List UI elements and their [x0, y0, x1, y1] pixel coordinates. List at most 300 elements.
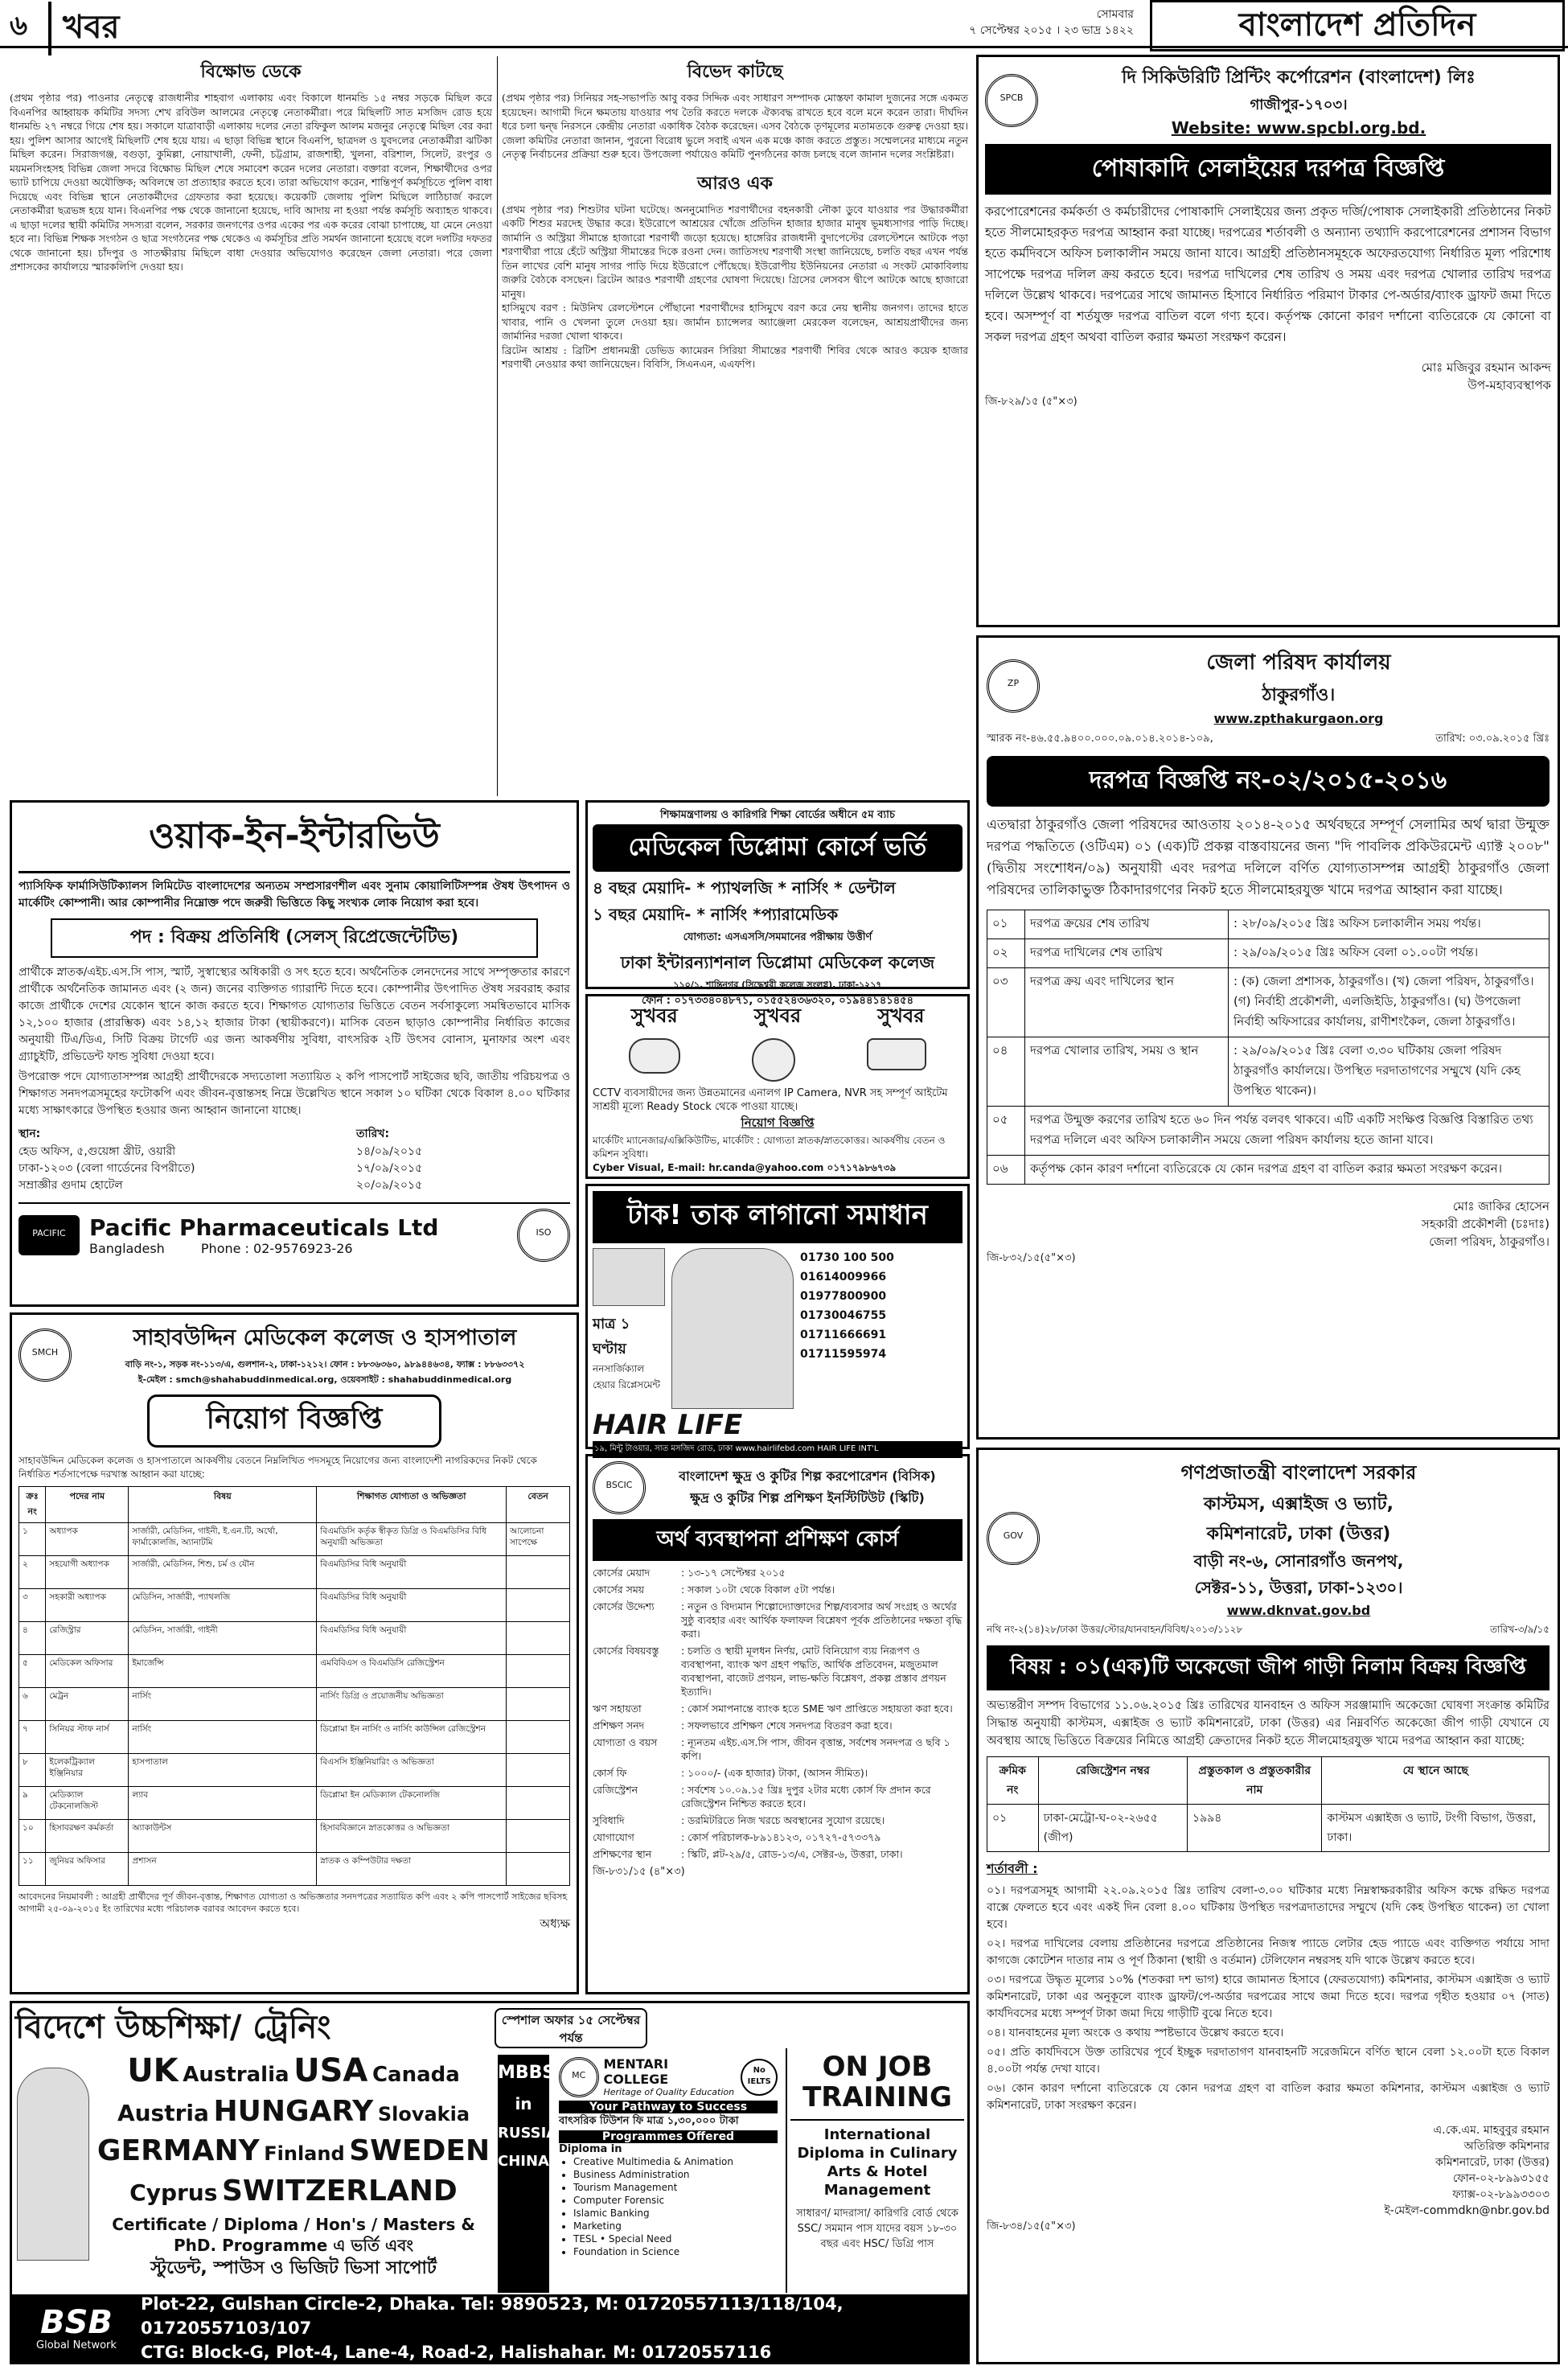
walkin-intro: প্যাসিফিক ফার্মাসিউটিক্যালস লিমিটেড বাংলাদেশের অন্যতম সম্প্রসারণশীল এবং সুনাম কোয়ালিটিসম্পন্ন ঔষধ উৎপাদন ও মার্কেটিং কোম্পানী। আর কোম্পানীর নিম্নোক্ত পদে জরুরী ভিত্তিতে কিছু সংখ্যক লোক নিয়োগ করা হবে।	[18, 880, 570, 910]
customs-gov: গণপ্রজাতন্ত্রী বাংলাদেশ সরকার	[1180, 1461, 1417, 1484]
table-cell: নার্সিং	[129, 1721, 317, 1754]
detail-key: ঋণ সহায়তা	[593, 1702, 642, 1715]
detail-key: রেজিস্ট্রেশন	[593, 1784, 638, 1796]
medical-diploma-ad	[585, 800, 970, 1007]
spcb-signatory: মোঃ মজিবুর রহমান আকন্দ	[1421, 360, 1551, 375]
customs-vehicle-table	[987, 1756, 1550, 1852]
hair-phone: 01711595974	[800, 1348, 887, 1361]
column-header: বেতন	[507, 1487, 570, 1523]
table-cell: নার্সিং	[129, 1688, 317, 1721]
zp-signatory: মোঃ জাকির হোসেন	[1452, 1199, 1550, 1214]
term-item: ০৪। যানবাহনের মূল্য অংকে ও কথায় স্পষ্টভাবে উল্লেখ করতে হবে।	[987, 2027, 1284, 2039]
spcb-location: গাজীপুর-১৭০৩।	[1250, 97, 1348, 113]
country-uk: UK	[127, 2052, 179, 2089]
customs-signatory: এ.কে.এম. মাহবুবুর রহমান	[1433, 2124, 1550, 2137]
table-row	[987, 1805, 1550, 1852]
detail-key: কোর্সের বিষয়বস্তু	[593, 1645, 659, 1657]
table-cell	[507, 1655, 570, 1688]
course-detail-row	[593, 1566, 963, 1579]
shahabuddin-intro: সাহাবউদ্দিন মেডিকেল কলেজ ও হাসপাতালে আকর্ষণীয় বেতনে নিম্নলিখিত পদসমূহে নিয়োগের জন্য বাংলাদেশী নাগরিকদের নিকট থেকে নির্ধারিত শর্তসাপেক্ষে দরখাস্ত আহ্বান করা যাচ্ছে:	[18, 1455, 537, 1480]
medical-phone: ফোন : ০১৭৩৩৪০৪৮৭১, ০১৫৫২৪৩৬৩২০, ০১৯৪৪১৪১৪৫৪	[641, 995, 914, 1007]
table-cell	[507, 1688, 570, 1721]
walkin-venue-list	[18, 1144, 570, 1194]
vehicle-serial: ০১	[987, 1805, 1039, 1852]
bsb-title: বিদেশে উচ্চশিক্ষা/ ট্রেনিং	[15, 2009, 331, 2046]
spcb-website-link[interactable]: Website: www.spcbl.org.bd.	[1171, 118, 1426, 138]
mentari-pathway: Your Pathway to Success	[559, 2101, 778, 2113]
job-diploma: International Diploma in Culinary Arts & Hotel Management	[790, 2119, 964, 2199]
walkin-instructions: উপরোক্ত পদে যোগ্যতাসম্পন্ন আগ্রহী প্রার্থীদেরকে সদ্যতোলা সত্যায়িত ২ কপি পাসপোর্ট সাইজের ছবি, জাতীয় পরিচয়পত্র ও শিক্ষাগত সনদপত্রসমূহের ফটোকপি এবং জীবন-বৃত্তান্তসহ নিম্নে উল্লেখিত স্থানে সকাল ১০ ঘটিকা থেকে বিকাল ৪.০০ ঘটিকার মধ্যে সাক্ষাৎকারে উপস্থিত হওয়ার জন্য আহ্বান জানানো যাচ্ছে।	[18, 1070, 570, 1117]
vehicle-location: কাস্টমস এক্সাইজ ও ভ্যাট, টংগী বিভাগ, উত্তরা, ঢাকা।	[1322, 1805, 1550, 1852]
table-cell: ডিপ্লোমা ইন মেডিক্যাল টেকনোলজি	[317, 1787, 507, 1820]
table-row	[19, 1688, 570, 1721]
table-row	[987, 1156, 1550, 1185]
zp-district: ঠাকুরগাঁও।	[1262, 685, 1336, 705]
news-story-protest	[10, 55, 492, 795]
table-cell: ৩	[19, 1589, 46, 1622]
country-usa: USA	[293, 2052, 368, 2089]
hair-phone: 01977800900	[800, 1290, 887, 1303]
zp-ad-intro: এতদ্বারা ঠাকুরগাঁও জেলা পরিষদের আওতায় ২০১৪-২০১৫ অর্থবছরে সম্পূর্ণ সেলামির অর্থ দ্বারা উন্মুক্ত দরপত্র পদ্ধতিতে (ওটিএম) ০১ (এক)টি প্রকল্প বাস্তবায়নের জন্য "দি পাবলিক প্রকিউরমেন্ট এ্যাক্ট ২০০৮" (দ্বিতীয় সংশোধন/০৯) অনুযায়ী এবং দরপত্র দলিলে বর্ণিত যোগ্যতাসম্পন্ন আগ্রহী ঠাকুরগাঁও জেলা পরিষদের তালিকাভুক্ত ঠিকাদারগণের নিকট হতে সীলমোহরযুক্ত খামে দরপত্র আহ্বান করা যাচ্ছে।	[987, 817, 1550, 898]
bscic-title: অর্থ ব্যবস্থাপনা প্রশিক্ষণ কোর্স	[593, 1519, 963, 1561]
vehicle-year: ১৯৯৪	[1188, 1805, 1322, 1852]
table-cell: মেডিকেল অফিসার	[46, 1655, 129, 1688]
course-detail-row	[593, 1583, 963, 1596]
shahabuddin-title: সাহাবউদ্দিন মেডিকেল কলেজ ও হাসপাতাল	[133, 1325, 517, 1350]
table-cell: অধ্যাপক	[46, 1523, 129, 1556]
course-detail-row	[593, 1830, 963, 1844]
column-header: পদের নাম	[46, 1487, 129, 1523]
zp-memo-date: তারিখ: ০৩.০৯.২০১৫ খ্রিঃ	[1435, 733, 1550, 745]
story-body: (প্রথম পৃষ্ঠার পর) পাওনার নেতৃত্বে রাজধানীর শাহবাগ এলাকায় এবং বিকালে ধানমন্ডি ১৫ নম্বর সড়কে মিছিল করে বিএনপির আহ্বায়ক কমিটির সদস্য শেখ রবিউল আলমের নেতৃত্বে নেতাকর্মীরা। পরে মিছিলটি সাত মসজিদ রোড হয়ে ধানমন্ডি ২৭ নম্বরে গিয়ে শেষ হয়। সকালে যাত্রাবাড়ী এলাকায় দলের নেতা রফিকুল আলম মজনুর নেতৃত্বে মিছিল বের করা হয়। পুলিশ আসার আগেই মিছিলটি শেষ হয়ে যায়। এ ছাড়া বিভিন্ন স্থানে বিএনপি, ছাত্রদল ও যুবদলের নেতাকর্মীরা ঝটিকা মিছিল করেন। সিরাজগঞ্জ, বগুড়া, কুমিল্লা, নোয়াখালী, ফেনী, চট্টগ্রাম, রাজশাহী, খুলনা, বরিশাল, সিলেট, রংপুর ও ময়মনসিংহসহ বিভিন্ন জেলা সদরে বিক্ষোভ মিছিল শেষে সমাবেশ করেন দলের নেতারা। বক্তারা বলেন, শিক্ষার্থীদের ওপর ভ্যাট চাপিয়ে দেওয়া অযৌক্তিক; অবিলম্বে তা প্রত্যাহার করতে হবে। তারা অভিযোগ করেন, শান্তিপূর্ণ কর্মসূচিতে পুলিশ বাধা দিয়েছে এবং বিভিন্ন স্থানে নেতাকর্মীদের গ্রেফতার করা হয়েছে। কয়েকটি জেলায় পুলিশ মিছিলে লাঠিচার্জ করলে নেতাকর্মীরা ছত্রভঙ্গ হয়ে যান। বিএনপির পক্ষ থেকে জানানো হয়েছে, দাবি আদায় না হওয়া পর্যন্ত কর্মসূচি অব্যাহত থাকবে। এ ছাড়া দলের স্থায়ী কমিটির সদস্যরা বলেন, সরকার জনগণের ওপর একের পর এক করের বোঝা চাপাচ্ছে, যা মেনে নেওয়া হবে না। বিভিন্ন শিক্ষক সংগঠন ও ছাত্র সংগঠনের পক্ষ থেকেও এ কর্মসূচির প্রতি সমর্থন জানানো হয়েছে বলে দলটির দফতর থেকে জানানো হয়। চাঁদপুর ও সাতক্ষীরায় মিছিলে বাধা দেওয়ার অভিযোগও করেছেন জেলা নেতারা। পরে জেলা প্রশাসকের কার্যালয়ে স্মারকলিপি দেওয়া হয়।	[10, 92, 492, 273]
medical-top-note: শিক্ষামন্ত্রণালয় ও কারিগরি শিক্ষা বোর্ডের অধীনে ৫ম ব্যাচ	[660, 809, 895, 821]
bsb-address-ctg: CTG: Block-G, Plot-4, Lane-4, Road-2, Halishahar. M: 01720557116	[141, 2343, 772, 2362]
table-row	[19, 1721, 570, 1754]
table-cell	[507, 1589, 570, 1622]
country-hungary: HUNGARY	[213, 2095, 374, 2128]
table-row	[19, 1820, 570, 1853]
course-detail-row	[593, 1719, 963, 1732]
country-austria: Austria	[117, 2100, 209, 2126]
mentari-tag: Heritage of Quality Education	[603, 2087, 735, 2097]
table-cell: মেডিসিন, সার্জারী, গাইনী	[129, 1622, 317, 1655]
table-cell: হাসপাতাল	[129, 1754, 317, 1787]
row-value: : ২৯/০৯/২০১৫ খ্রিঃ বেলা ৩.৩০ ঘটিকায় জেলা পরিষদ ঠাকুরগাঁও কার্যালয়ে। উপস্থিত দরদাতাগণের সম্মুখে (যদি কেহ উপস্থিত থাকেন)।	[1229, 1037, 1550, 1107]
customs-fax: ফ্যাক্স-০২-৮৯৯৩৩০৩	[1452, 2188, 1550, 2201]
col-registration: রেজিস্ট্রেশন নম্বর	[1038, 1757, 1187, 1805]
detail-key: কোর্স ফি	[593, 1767, 627, 1779]
story-title: বিভেদ কাটছে	[687, 61, 783, 82]
mbbs-china: CHINA	[498, 2153, 549, 2170]
row-number: ০৬	[987, 1156, 1025, 1185]
row-label: কর্তৃপক্ষ কোন কারণ দর্শানো ব্যতিরেকে যে কোন দরপত্র গ্রহণ বা বাতিল করার ক্ষমতা সংরক্ষণ করেন।	[1025, 1156, 1550, 1185]
shahabuddin-email: ই-মেইল : smch@shahabuddinmedical.org, ওয়েবসাইট : shahabuddinmedical.org	[138, 1374, 512, 1385]
detail-key: সুবিধাদি	[593, 1814, 625, 1826]
table-cell: আলোচনা সাপেক্ষে	[507, 1523, 570, 1556]
table-cell: স্নাতক ও কম্পিউটার দক্ষতা	[317, 1853, 507, 1886]
table-row	[19, 1556, 570, 1589]
table-row	[987, 968, 1550, 1037]
table-cell: প্রশাসন	[129, 1853, 317, 1886]
table-row	[987, 1037, 1550, 1107]
hair-offer: মাত্র ১ ঘণ্টায়	[593, 1316, 630, 1357]
customs-terms-list	[987, 1883, 1550, 2114]
column-divider	[497, 56, 498, 796]
page-number: ৬	[10, 10, 28, 42]
bscic-logo: BSCIC	[593, 1461, 646, 1514]
table-cell	[507, 1622, 570, 1655]
customs-office: কাস্টমস, এক্সাইজ ও ভ্যাট,	[1204, 1494, 1394, 1514]
venue-date: ১৭/০৯/২০১৫	[356, 1162, 423, 1175]
customs-memo: নথি নং-২(১৪)২৮/ঢাকা উত্তর/স্টোর/যানবাহন/বিবিধ/২০১৩/১১২৮	[987, 1624, 1243, 1635]
walk-in-interview-ad	[10, 800, 579, 1307]
detail-key: প্রশিক্ষণ সনদ	[593, 1719, 645, 1731]
mentari-logo: MC	[559, 2057, 599, 2097]
cctv-jobs: মার্কেটিং ম্যানেজার/এক্সিকিউটিভ, মার্কেটিং : যোগ্যতা স্নাতক/স্নাতকোত্তর। আকর্ষণীয় বেতন ও কমিশন সুবিধা।	[593, 1135, 946, 1160]
detail-value: : নতুন ও বিদ্যমান শিল্পোদ্যোক্তাদের শিল্প/ব্যবসার অর্থ সংগ্রহ ও অর্থের সুষ্ঠু ব্যবহার এবং আর্থিক ফলাফল বিশ্লেষণ পূর্বক প্রতিষ্ঠানের দক্ষতা বৃদ্ধি করা।	[681, 1600, 963, 1640]
bscic-institute: ক্ষুদ্র ও কুটির শিল্প প্রশিক্ষণ ইনস্টিটিউট (স্কিটি)	[690, 1490, 925, 1505]
bsb-education-ad	[10, 2001, 970, 2364]
detail-key: কোর্সের মেয়াদ	[593, 1567, 651, 1579]
term-item: ০২। দরপত্র দাখিলের বেলায় প্রতিষ্ঠানের দরপত্রে প্রতিষ্ঠানের নিজস্ব প্যাডে লেটার হেড প্যাডে এবং ব্যক্তিগত পর্যায়ে সাদা কাগজে কোটেশন দাতার নাম ও পূর্ণ ঠিকানা (স্থায়ী ও বর্তমান) টেলিফোন নম্বরসহ যদি থাকে উল্লেখ করতে হবে।	[987, 1937, 1550, 1967]
bsb-brand: BSB	[40, 2303, 113, 2341]
ad-reference: জি-৮৩১/১৫ (৪"×৩)	[593, 1866, 685, 1878]
day-label: সোমবার	[1096, 8, 1134, 21]
customs-website-link[interactable]: www.dknvat.gov.bd	[1226, 1603, 1371, 1618]
dome-camera-icon	[752, 1038, 795, 1082]
customs-terms-heading: শর্তাবলী :	[987, 1861, 1038, 1876]
hair-phone: 01711666691	[800, 1329, 887, 1341]
detail-key: কোর্সের উদ্দেশ্য	[593, 1600, 655, 1612]
medical-college-name: ঢাকা ইন্টারন্যাশনাল ডিপ্লোমা মেডিকেল কলেজ	[620, 953, 935, 972]
detail-value: : কোর্স পরিচালক-৮৯১৪১২৩, ০১৭২৭-৫৭৩৩৭৯	[681, 1831, 881, 1843]
row-number: ০২	[987, 939, 1025, 968]
table-cell: ইলেকট্রিক্যাল ইঞ্জিনিয়ার	[46, 1754, 129, 1787]
table-row	[987, 910, 1550, 939]
zp-memo-number: স্মারক নং-৪৬.৫৫.৯৪০০.০০০.০৯.০১৪.২০১৪-১০৯,	[987, 733, 1213, 745]
table-cell	[507, 1820, 570, 1853]
row-value: : ২৯/০৯/২০১৫ খ্রিঃ অফিস বেলা ০১.০০টা পর্যন্ত।	[1229, 939, 1550, 968]
zp-website-link[interactable]: www.zpthakurgaon.org	[1213, 711, 1384, 726]
walkin-body: প্রার্থীকে স্নাতক/এইচ.এস.সি পাস, স্মার্ট, সুস্বাস্থ্যের অধিকারী ও সৎ হতে হবে। অর্থনৈতিক লেনদেনের সাথে সম্পৃক্ততার কারণে প্রার্থীকে অর্থনৈতিক জামানত এবং (২ জন) জনের ব্যক্তিগত গ্যারান্টি দিতে হবে। কোম্পানীর উৎপাদিত ঔষধ সরবরাহ করার কাজে প্রার্থীকে দেশের যেকোন স্থানে কাজ করতে হবে। শিক্ষাগত যোগ্যতার ভিত্তিতে বেতন সর্বসাকুল্যে সমন্বিতভাবে মাসিক ১২,১০০ হাজার (প্রারম্ভিক) এবং ১৪,১২ হাজার টাকা (স্থায়ীকরণে)। মাসিক বেতন ছাড়াও কোম্পানীর নির্ধারিত কাজের অনুযায়ী টিএ/ডিএ, সিটি বিক্রয় টার্গেট এর জন্য আকর্ষণীয় সুবিধা, বাৎসরিক ২টি উৎসব বোনাস, মুনাফার অংশ এবং গ্র্যাচুইটি, প্রভিডেন্ট ফান্ড সুবিধা দেওয়া হবে।	[18, 966, 570, 1063]
mbbs-in: in	[515, 2094, 532, 2113]
country-cyprus: Cyprus	[129, 2179, 218, 2206]
story-title: বিক্ষোভ ডেকে	[200, 61, 302, 82]
venue-row	[18, 1144, 570, 1160]
table-cell: মেডিসিন, সার্জারী, প্যাথলজি	[129, 1589, 317, 1622]
bullet-camera-icon	[867, 1038, 926, 1070]
customs-phone: ফোন-০২-৮৯৯৩১৫৫	[1452, 2172, 1550, 2185]
diploma-item: • Marketing	[573, 2220, 778, 2232]
table-cell: বিএসসি ইঞ্জিনিয়ারিং ও অভিজ্ঞতা	[317, 1754, 507, 1787]
table-cell: সিনিয়র স্টাফ নার্স	[46, 1721, 129, 1754]
country-germany: GERMANY	[96, 2134, 260, 2167]
customs-memo-date: তারিখ-৩/৯/১৫	[1490, 1624, 1550, 1635]
shahabuddin-sign: অধ্যক্ষ	[540, 1916, 570, 1931]
spcb-tender-ad	[976, 55, 1560, 627]
table-cell	[507, 1754, 570, 1787]
zp-office-name: জেলা পরিষদ কার্যালয়	[1206, 651, 1391, 675]
customs-title: বিষয় : ০১(এক)টি অকেজো জীপ গাড়ী নিলাম বিক্রয় বিজ্ঞপ্তি	[987, 1645, 1550, 1690]
walkin-date-heading: তারিখ:	[356, 1127, 390, 1140]
diploma-item: • TESL • Special Need	[573, 2232, 778, 2245]
table-cell: ৭	[19, 1721, 46, 1754]
course-detail-row	[593, 1813, 963, 1827]
table-cell: ৪	[19, 1622, 46, 1655]
table-row	[19, 1853, 570, 1886]
spcb-ad-body: করপোরেশনের কর্মকর্তা ও কর্মচারীদের পোষাকাদি সেলাইয়ের জন্য প্রকৃত দর্জি/পোষাক সেলাইকারী প্রতিষ্ঠানের নিকট হতে সীলমোহরকৃত দরপত্র আহ্বান করা যাচ্ছে। দরপত্রের শর্তাবলী ও অন্যান্য তথ্যাদি করপোরেশনের প্রশাসন বিভাগ হতে কর্মদিবসে অফিস চলাকালীন সময়ে জানা যাবে। আগ্রহী প্রতিষ্ঠানসমূহকে অফেরতযোগ্য নির্ধারিত মূল্য পরিশোধ সাপেক্ষে দরপত্র দলিল ক্রয় করতে হবে। দরপত্র দাখিলের শেষ তারিখ ও সময় এবং দরপত্র খোলার তারিখ দরপত্র দলিলে উল্লেখ থাকবে। দরপত্রের সাথে জামানত হিসাবে নির্ধারিত পরিমাণ টাকার পে-অর্ডার/ব্যাংক ড্রাফট জমা দিতে হবে। অসম্পূর্ণ বা শর্তযুক্ত দরপত্র বাতিল বলে গণ্য হবে। কর্তৃপক্ষ কোনো কারণ দর্শানো ব্যতিরেকে যে কোনো বা সকল দরপত্র গ্রহণ অথবা বাতিল করার ক্ষমতা সংরক্ষণ করেন।	[985, 204, 1551, 344]
iso-badge-icon: ISO	[517, 1209, 570, 1262]
diploma-item: • Computer Forensic	[573, 2194, 778, 2207]
country-slovakia: Slovakia	[377, 2103, 470, 2126]
table-cell: মেট্রন	[46, 1688, 129, 1721]
customs-signatory-office: কমিশনারেট, ঢাকা (উত্তর)	[1435, 2156, 1550, 2169]
row-number: ০১	[987, 910, 1025, 939]
no-ielts-badge: No IELTS	[741, 2059, 778, 2096]
detail-value: : সফলভাবে প্রশিক্ষণ শেষে সনদপত্র বিতরণ করা হবে।	[681, 1719, 893, 1731]
hair-phone: 01730 100 500	[800, 1251, 894, 1264]
spcb-signatory-title: উপ-মহাব্যবস্থাপক	[1467, 378, 1551, 392]
table-cell: জুনিয়র অফিসার	[46, 1853, 129, 1886]
walkin-venue-heading: স্থান:	[18, 1127, 41, 1140]
story-title-more: আরও এক	[697, 172, 773, 194]
table-cell: বিএমডিসির বিধি অনুযায়ী	[317, 1589, 507, 1622]
bsb-visa: স্টুডেন্ট, স্পাউস ও ভিজিট ভিসা সাপোর্ট	[150, 2258, 437, 2278]
hair-sub: ননসার্জিক্যাল হেয়ার রিপ্লেসমেন্ট	[593, 1363, 661, 1390]
table-row	[19, 1787, 570, 1820]
table-cell: ডিপ্লোমা ইন নার্সিং ও নার্সিং কাউন্সিল রেজিস্ট্রেশন	[317, 1721, 507, 1754]
shahabuddin-recruitment-ad	[10, 1312, 579, 1994]
diploma-item: • Foundation in Science	[573, 2245, 778, 2258]
zp-ad-title: দরপত্র বিজ্ঞপ্তি নং-০২/২০১৫-২০১৬	[987, 756, 1550, 807]
zp-signatory-title: সহকারী প্রকৌশলী (চঃদাঃ)	[1421, 1217, 1550, 1231]
table-cell: মেডিক্যাল টেকনোলজিস্ট	[46, 1787, 129, 1820]
course-detail-row	[593, 1766, 963, 1780]
hair-life-ad	[585, 1184, 970, 1453]
zilla-parishad-tender-ad	[976, 635, 1560, 1440]
medical-four-year: ৪ বছর মেয়াদি- * প্যাথলজি * নার্সিং * ডেন্টাল	[593, 878, 896, 897]
on-job-training-panel	[786, 2048, 967, 2293]
country-finland: Finland	[264, 2142, 345, 2165]
diploma-item: • Islamic Banking	[573, 2207, 778, 2220]
bscic-course-details	[593, 1566, 963, 1861]
table-cell: হিসাববিজ্ঞানে স্নাতকোত্তর ও অভিজ্ঞতা	[317, 1820, 507, 1853]
shahabuddin-terms: আবেদনের নিয়মাবলী : আগ্রহী প্রার্থীদের পূর্ণ জীবন-বৃত্তান্ত, শিক্ষাগত যোগ্যতা ও অভিজ্ঞতার সনদপত্রের সত্যায়িত কপি এবং ২ কপি পাসপোর্ট সাইজের ছবিসহ আগামী ২৫-০৯-২০১৫ ইং তারিখের মধ্যে পরিচালক বরাবর আবেদন করতে হবে।	[18, 1891, 568, 1914]
venue-place: হেড অফিস, ৫,গুয়েঙ্গা খ্রীট, ওয়ারী	[18, 1145, 176, 1158]
cctv-contact: Cyber Visual, E-mail: hr.canda@yahoo.com ০১৭১৭৯৮৬৭৩৯	[593, 1162, 897, 1173]
section-title: খবর	[48, 2, 120, 55]
dateline	[925, 6, 1134, 39]
col-serial: ক্রমিক নং	[987, 1757, 1039, 1805]
medical-address: ১১০/১, শান্তিনগর (সিদ্ধেশ্বরী কলেজ সংলগ্ন), ঢাকা-১২১৭	[673, 980, 882, 990]
table-cell: ২	[19, 1556, 46, 1589]
detail-key: যোগাযোগ	[593, 1831, 634, 1843]
row-label: দরপত্র ক্রয়ের শেষ তারিখ	[1025, 910, 1229, 939]
row-value: : ২৮/০৯/২০১৫ খ্রিঃ অফিস চলাকালীন সময় পর্যন্ত।	[1229, 910, 1550, 939]
customs-intro: অভ্যন্তরীণ সম্পদ বিভাগের ১১.০৬.২০১৫ খ্রিঃ তারিখের যানবাহন ও অফিস সরঞ্জামাদি অকেজো ঘোষণা সংক্রান্ত কমিটির সিদ্ধান্ত অনুযায়ী কাস্টমস, এক্সাইজ ও ভ্যাট কমিশনারেট, ঢাকা (উত্তর) এর নিম্নবর্ণিত অকেজো জীপ গাড়ী যেখানে যে অবস্থায় আছে ভিত্তিতে বিক্রয়ের নিমিত্তে আগ্রহী ক্রেতাদের নিকট হতে সীলমোহরযুক্ত খামে দরপত্র আহ্বান করা যাচ্ছে:	[987, 1699, 1550, 1748]
ad-reference: জি-৮৩২/১৫(৫"×৩)	[987, 1252, 1076, 1264]
detail-value: : সর্বশেষ ১০.০৯.১৫ খ্রিঃ দুপুর ২টার মধ্যে কোর্স ফি প্রদান করে রেজিস্ট্রেশন নিশ্চিত করতে হবে।	[681, 1784, 931, 1809]
row-number: ০৩	[987, 968, 1025, 1037]
company-country: Bangladesh	[89, 1241, 165, 1256]
model-photo	[671, 1248, 794, 1409]
country-sweden: SWEDEN	[349, 2134, 491, 2167]
cctv-text: CCTV ব্যবসায়ীদের জন্য উন্নতমানের এনালগ IP Camera, NVR সহ সম্পূর্ণ আইটেম সাশ্রয়ী মূল্যে Ready Stock থেকে পাওয়া যাচ্ছে।	[593, 1087, 948, 1113]
zilla-parishad-logo: ZP	[987, 659, 1040, 713]
term-item: ০৬। কোন কারণ দর্শানো ব্যতিরেকে যে কোন দরপত্র গ্রহণ বা বাতিল করার ক্ষমতা কমিশনার, কাস্টমস এক্সাইজ ও ভ্যাট কমিশনারেট, ঢাকা সংরক্ষণ করেন।	[987, 2082, 1550, 2112]
table-cell	[507, 1556, 570, 1589]
newspaper-name: বাংলাদেশ প্রতিদিন	[1150, 0, 1565, 51]
mbbs-label: MBBS	[498, 2063, 556, 2083]
mbbs-panel	[498, 2055, 558, 2293]
customs-signatory-title: অতিরিক্ত কমিশনার	[1463, 2140, 1550, 2153]
table-cell: ৮	[19, 1754, 46, 1787]
row-value: : (ক) জেলা প্রশাসক, ঠাকুরগাঁও। (খ) জেলা পরিষদ, ঠাকুরগাঁও। (গ) নির্বাহী প্রকৌশলী, এলজিইডি, ঠাকুরগাঁও। (ঘ) উপজেলা নির্বাহী অফিসারের কার্যালয়, রাণীশংকৈল, জেলা ঠাকুরগাঁও।	[1229, 968, 1550, 1037]
detail-value: : সকাল ১০টা থেকে বিকাল ৫টা পর্যন্ত।	[681, 1583, 835, 1596]
table-cell: ১০	[19, 1820, 46, 1853]
table-cell: বিএমডিসি কর্তৃক স্বীকৃত ডিগ্রি ও বিএমডিসির বিধি অনুযায়ী অভিজ্ঞতা	[317, 1523, 507, 1556]
job-title: ON JOB TRAINING	[802, 2051, 952, 2113]
customs-email: ই-মেইল-commdkn@nbr.gov.bd	[1384, 2204, 1550, 2217]
bsb-address-dhaka: Plot-22, Gulshan Circle-2, Dhaka. Tel: 9890523, M: 01720557113/118/104, 01720557103/107	[141, 2294, 844, 2338]
mbbs-russia: RUSSIA	[498, 2125, 558, 2142]
pacific-logo: PACIFIC	[18, 1215, 80, 1255]
hair-footer: ১৯, মিন্টু টাওয়ার, সাত মসজিদ রোড, ঢাকা www.hairlifebd.com HAIR LIFE INT'L	[593, 1441, 963, 1458]
table-cell: সার্জারী, মেডিসিন, শিশু, চর্ম ও যৌন	[129, 1556, 317, 1589]
ad-reference: জি-৮৩৪/১৫(৫"×৩)	[987, 2220, 1076, 2232]
table-cell: বিএমডিসির বিধি অনুযায়ী	[317, 1556, 507, 1589]
venue-place: ঢাকা-১২০৩ (বেলা গার্ডেনের বিপরীতে)	[18, 1162, 195, 1175]
ad-reference: জি-৮২৯/১৫ (৫"×৩)	[985, 396, 1077, 408]
country-switzerland: SWITZERLAND	[222, 2175, 458, 2208]
date-label: ৭ সেপ্টেম্বর ২০১৫ । ২৩ ভাদ্র ১৪২২	[969, 24, 1134, 37]
shahabuddin-post-table	[18, 1486, 570, 1886]
bsb-footer	[12, 2294, 967, 2362]
row-number: ০৪	[987, 1037, 1025, 1107]
diploma-item: • Creative Multimedia & Animation	[573, 2155, 778, 2168]
medical-qualification: যোগ্যতা: এসএসসি/সমমানের পরীক্ষায় উত্তীর্ণ	[683, 931, 872, 943]
zp-tender-table	[987, 910, 1550, 1185]
table-cell: ইমার্জেন্সি	[129, 1655, 317, 1688]
detail-value: : চলতি ও স্থায়ী মূলধন নির্ণয়, মোট বিনিয়োগ ব্যয় নিরূপণ ও ব্যবস্থাপনা, ব্যাংক ঋণ গ্রহণ পদ্ধতি, আর্থিক প্রতিবেদন, মজুতমাল ব্যবস্থাপনা, বাজেট প্রণয়ন, লাভ-ক্ষতি বিশ্লেষণ, প্রকল্প প্রস্তাব প্রণয়ন ইত্যাদি।	[681, 1645, 946, 1698]
customs-address-1: বাড়ী নং-৬, সোনারগাঁও জনপথ,	[1193, 1551, 1404, 1571]
cctv-head-2: সুখবর	[753, 1004, 802, 1027]
course-detail-row	[593, 1702, 963, 1715]
venue-place: সম্রাজ্ঞীর গুদাম হোটেল	[18, 1179, 123, 1192]
cctv-head-1: সুখবর	[630, 1004, 678, 1027]
course-detail-row	[593, 1600, 963, 1641]
table-row	[987, 939, 1550, 968]
spcb-logo: SPCB	[985, 74, 1038, 127]
col-location: যে স্থানে আছে	[1322, 1757, 1550, 1805]
story-body: (প্রথম পৃষ্ঠার পর) সিনিয়র সহ-সভাপতি আবু বকর সিদ্দিক এবং সাধারণ সম্পাদক মোস্তফা কামাল দুজনের সঙ্গে একমত হয়েছেন। আগামী দিনে ক্ষমতায় যাওয়ার পথ তৈরি করতে দলকে ঐক্যবদ্ধ রাখতে হবে বলে মনে করেন তারা। দীর্ঘদিন ধরে চলা দ্বন্দ্ব নিরসনে কেন্দ্রীয় নেতারা একাধিক বৈঠক করেছেন। এসব বৈঠকে তৃণমূলের মতামতকে গুরুত্ব দেওয়া হয়। জেলা কমিটির নেতারা জানান, পুরনো বিরোধ ভুলে সবাই এখন এক মঞ্চে কাজ করতে প্রস্তুত। সম্মেলনের মাধ্যমে নতুন নেতৃত্ব নির্বাচনের প্রক্রিয়া শুরু হবে। উপজেলা পর্যায়েও কমিটি পুনর্গঠনের কাজ চলছে বলে জানান দলের সংশ্লিষ্টরা।	[502, 92, 968, 160]
table-cell: সহযোগী অধ্যাপক	[46, 1556, 129, 1589]
story-body-more: (প্রথম পৃষ্ঠার পর) শিশুটার ঘটনা ঘটেছে। অননুমোদিত শরণার্থীদের বহনকারী নৌকা ডুবে যাওয়ার পর উদ্ধারকর্মীরা একটি শিশুর মরদেহ উদ্ধার করে। ইউরোপে আশ্রয়ের খোঁজে প্রতিদিন হাজার হাজার মানুষ ভূমধ্যসাগর পাড়ি দিচ্ছে। জার্মানি ও অস্ট্রিয়া সীমান্তে হাজারো শরণার্থী জড়ো হয়েছে। হাঙ্গেরির রাজধানী বুদাপেস্টের রেলস্টেশনে আটকে পড়া শরণার্থীরা পায়ে হেঁটে অস্ট্রিয়া সীমান্তের দিকে রওনা দেন। জাতিসংঘ শরণার্থী সংস্থা জানিয়েছে, চলতি বছর এখন পর্যন্ত তিন লাখের বেশি মানুষ সাগর পাড়ি দিয়ে ইউরোপে পৌঁছেছে। ইউরোপীয় ইউনিয়নের নেতারা এ সংকট মোকাবিলায় জরুরি বৈঠকে বসছেন। ব্রিটেন আরও শরণার্থী গ্রহণের ঘোষণা দিয়েছে। গ্রিসের লেসবস দ্বীপে আটকে আছে হাজারো মানুষ। হাসিমুখে বরণ : মিউনিখ রেলস্টেশনে পৌঁছানো শরণার্থীদের হাসিমুখে বরণ করে নেয় স্থানীয় জনগণ। তাদের হাতে খাবার, পানি ও খেলনা তুলে দেওয়া হয়। জার্মান চ্যান্সেলর অ্যাঞ্জেলা মেরকেল বলেছেন, আশ্রয়প্রার্থীদের জন্য জার্মানির দরজা খোলা থাকবে। ব্রিটেন আশ্রয় : ব্রিটিশ প্রধানমন্ত্রী ডেভিড ক্যামেরন সিরিয়া সীমান্তের শরণার্থী শিবির থেকে আরও কয়েক হাজার শরণার্থী নেওয়ার কথা জানিয়েছেন। বিবিসি, সিএনএন, এএফপি।	[502, 203, 968, 370]
bscic-org: বাংলাদেশ ক্ষুদ্র ও কুটির শিল্প করপোরেশন (বিসিক)	[679, 1468, 936, 1484]
table-cell	[507, 1787, 570, 1820]
customs-auction-ad	[976, 1448, 1560, 2364]
table-cell	[507, 1853, 570, 1886]
row-label: দরপত্র খোলার তারিখ, সময় ও স্থান	[1025, 1037, 1229, 1107]
table-header-row	[19, 1487, 570, 1523]
news-story-division	[502, 55, 968, 795]
hair-phone-list	[800, 1248, 963, 1409]
spcb-ad-title: পোষাকাদি সেলাইয়ের দরপত্র বিজ্ঞপ্তি	[985, 144, 1551, 195]
page-header	[0, 0, 1568, 48]
vehicle-registration: ঢাকা-মেট্রো-ঘ-০২-২৬৫৫ (জীপ)	[1038, 1805, 1187, 1852]
table-row	[19, 1622, 570, 1655]
bsb-programmes-suffix: এ ভর্তি এবং	[333, 2236, 413, 2255]
table-cell: অ্যাকাউন্টস	[129, 1820, 317, 1853]
detail-value: : ১০০০/- (এক হাজার) টাকা, (আসন সীমিত)।	[681, 1767, 868, 1779]
course-detail-row	[593, 1847, 963, 1861]
detail-key: যোগ্যতা ও বয়স	[593, 1736, 658, 1748]
detail-value: : ১৩-১৭ সেপ্টেম্বর ২০১৫	[681, 1567, 786, 1579]
venue-date: ২০/০৯/২০১৫	[356, 1179, 423, 1192]
table-cell: সহকারী অধ্যাপক	[46, 1589, 129, 1622]
customs-commission: কমিশনারেট, ঢাকা (উত্তর)	[1206, 1524, 1391, 1544]
table-cell: ১	[19, 1523, 46, 1556]
mentari-programmes-head: Programmes Offered	[559, 2130, 778, 2143]
table-cell	[507, 1721, 570, 1754]
venue-row	[18, 1177, 570, 1194]
medical-one-year: ১ বছর মেয়াদি- * নার্সিং *প্যারামেডিক	[593, 905, 839, 924]
table-cell: সার্জারী, মেডিসিন, গাইনী, ই.এন.টি, অর্থো, ফার্মাকোলজি, অ্যানাটমি	[129, 1523, 317, 1556]
government-emblem-icon: GOV	[987, 1512, 1040, 1565]
medical-title: মেডিকেল ডিপ্লোমা কোর্সে ভর্তি	[593, 824, 963, 872]
hair-title: টাক! তাক লাগানো সমাধান	[593, 1191, 963, 1243]
term-item: ০৫। প্রতি কার্যদিবসে উক্ত তারিখের পূর্বে ইচ্ছুক দরদাতাগণ যানবাহনটি সরেজমিনে বর্ণিত স্থানে বেলা ১২.০০টা হতে বিকাল ৪.০০টা পর্যন্ত দেখা যাবে।	[987, 2046, 1550, 2076]
column-header: শিক্ষাগত যোগ্যতা ও অভিজ্ঞতা	[317, 1487, 507, 1523]
shahabuddin-address: বাড়ি নং-১, সড়ক নং-১১৩/এ, গুলশান-২, ঢাকা-১২১২। ফোন : ৮৮৩৬৩৬০, ৯৮৯৪৪৬৩৪, ফ্যাক্স : ৮৮৬৩৩৭২	[125, 1359, 525, 1370]
walkin-title: ওয়াক-ইন-ইন্টারভিউ	[18, 809, 570, 873]
course-detail-row	[593, 1644, 963, 1698]
table-row	[19, 1754, 570, 1787]
column-header: বিষয়	[129, 1487, 317, 1523]
table-cell: ৬	[19, 1688, 46, 1721]
table-cell: ৯	[19, 1787, 46, 1820]
spcb-org-name: দি সিকিউরিটি প্রিন্টিং কর্পোরেশন (বাংলাদেশ) লিঃ	[1122, 68, 1476, 88]
walkin-post: পদ : বিক্রয় প্রতিনিধি (সেলস্ রিপ্রেজেন্টেটিভ)	[51, 918, 538, 958]
detail-key: কোর্সের সময়	[593, 1583, 645, 1596]
country-australia: Australia	[183, 2063, 289, 2087]
country-canada: Canada	[371, 2063, 460, 2087]
table-cell: নার্সিং ডিগ্রি ও প্রয়োজনীয় অভিজ্ঞতা	[317, 1688, 507, 1721]
term-item: ০৩। দরপত্রে উদ্ধৃত মূল্যের ১০% (শতকরা দশ ভাগ) হারে জামানত হিসাবে (ফেরতযোগ্য) কমিশনার, কাস্টমস এক্সাইজ ও ভ্যাট কমিশনারেট, ঢাকা এর অনুকূলে ব্যাংক ড্রাফট/পে-অর্ডার দরপত্রের সাথে জমা দিতে হবে। দরপত্র গৃহীত হওয়ার ০৭ (সাত) কার্যদিবসের মধ্যে সম্পূর্ণ টাকা জমা দিয়ে গাড়ীটি বুঝে নিতে হবে।	[987, 1974, 1550, 2020]
row-label: দরপত্র উন্মুক্ত করণের তারিখ হতে ৬০ দিন পর্যন্ত বলবৎ থাকবে। এটি একটি সংক্ষিপ্ত বিজ্ঞপ্তি বিস্তারিত তথ্য দরপত্র দলিলে এবং অফিস চলাকালীন সময়ে জেলা পরিষদ কার্যালয় হতে জানা যাবে।	[1025, 1107, 1550, 1156]
table-cell: বিএমডিসির বিধি অনুযায়ী	[317, 1622, 507, 1655]
shahabuddin-notice-title: নিয়োগ বিজ্ঞপ্তি	[147, 1394, 441, 1448]
bsb-offer-badge: স্পেশাল অফার ১৫ সেপ্টেম্বর পর্যন্ত	[495, 2008, 647, 2048]
table-cell: ৫	[19, 1655, 46, 1688]
bsb-programmes: Certificate / Diploma / Hon's / Masters & PhD. Programme	[112, 2215, 475, 2255]
graduate-photo	[17, 2068, 89, 2261]
venue-row	[18, 1160, 570, 1177]
col-make-year: প্রস্তুতকাল ও প্রস্তুতকারীর নাম	[1188, 1757, 1322, 1805]
detail-value: : কোর্স সমাপনান্তে ব্যাংক হতে SME ঋণ প্রাপ্তিতে সহায়তা করা হবে।	[681, 1702, 953, 1715]
course-detail-row	[593, 1735, 963, 1763]
hair-brand: HAIR LIFE	[593, 1409, 743, 1441]
cctv-head-3: সুখবর	[877, 1004, 925, 1027]
bscic-training-ad	[585, 1454, 970, 1994]
cctv-recruit-title: নিয়োগ বিজ্ঞপ্তি	[741, 1115, 815, 1130]
venue-date: ১৪/০৯/২০১৫	[356, 1145, 423, 1158]
company-name: Pacific Pharmaceuticals Ltd	[89, 1214, 439, 1241]
cctv-ad	[585, 994, 970, 1179]
table-row	[19, 1523, 570, 1556]
bsb-brand-sub: Global Network	[36, 2339, 117, 2351]
detail-key: প্রশিক্ষণের স্থান	[593, 1848, 652, 1860]
